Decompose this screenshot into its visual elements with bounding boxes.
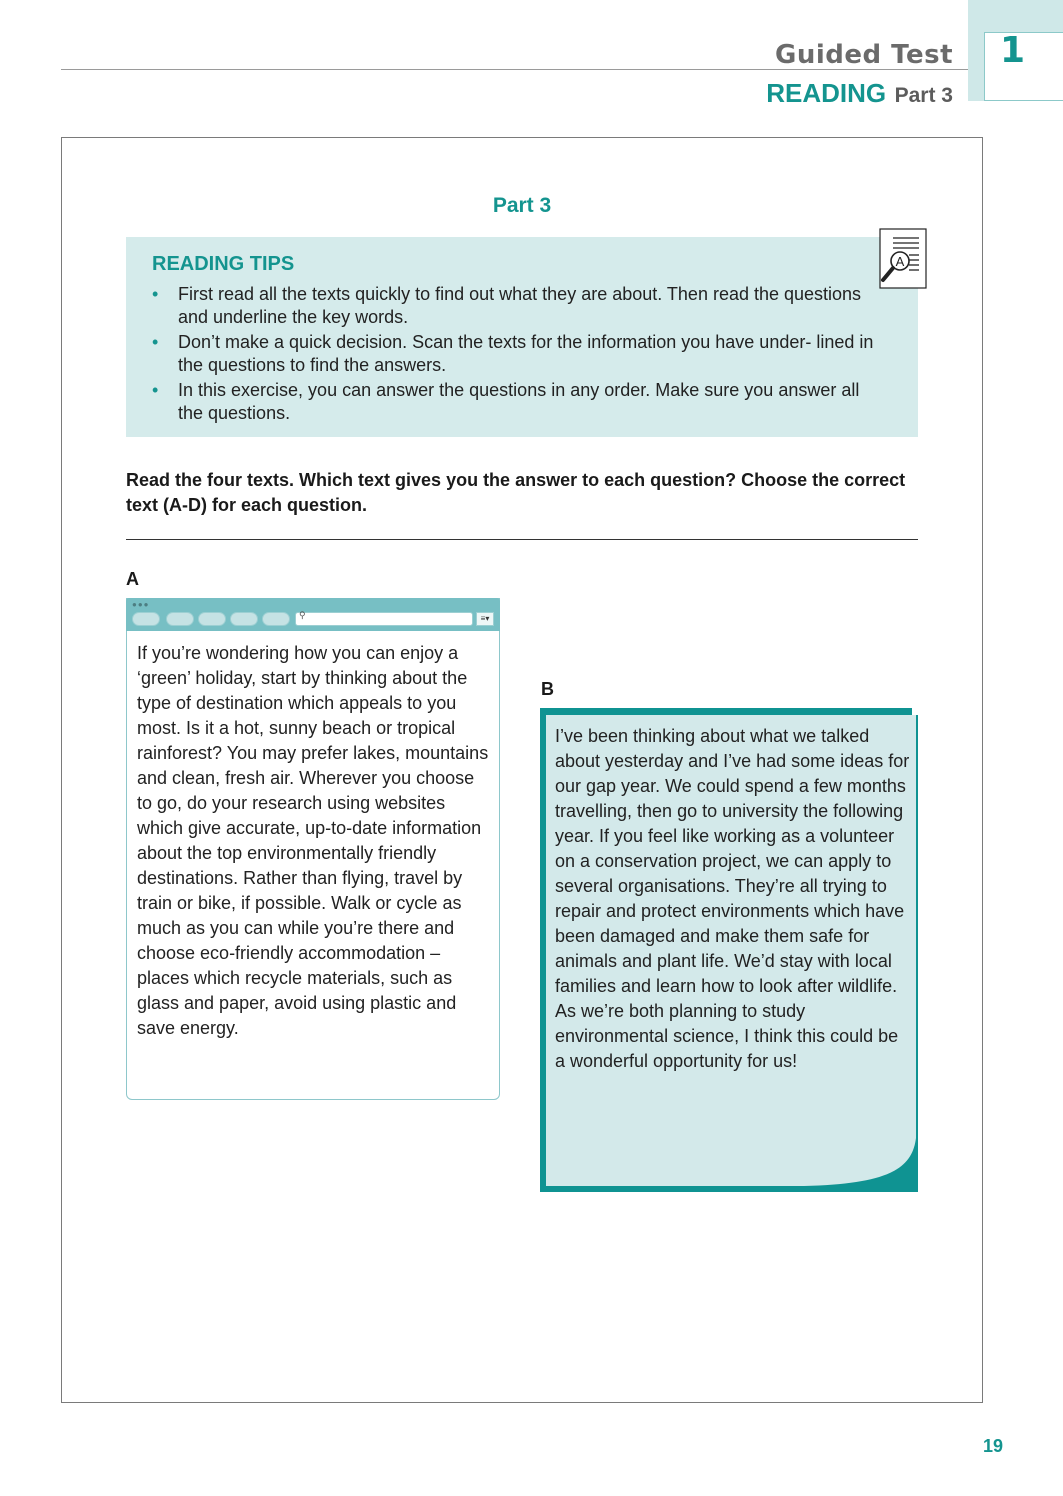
- unit-number: 1: [1000, 30, 1026, 71]
- browser-search-input[interactable]: [295, 612, 473, 626]
- header-title: Guided Test: [775, 40, 953, 70]
- tip-item: • First read all the texts quickly to find out what they are about. Then read the questions and underline the key words.: [152, 283, 882, 329]
- task-instruction: Read the four texts. Which text gives you the answer to each question? Choose the correct text (A-D) for each question.: [126, 470, 906, 515]
- text-a-label: A: [126, 569, 139, 589]
- header-part: Part 3: [894, 84, 953, 107]
- page-number: 19: [983, 1436, 1004, 1456]
- browser-menu-button[interactable]: ≡▾: [476, 612, 494, 626]
- email-button[interactable]: [198, 612, 226, 626]
- window-controls-icon: ●●●: [132, 600, 150, 609]
- reading-tips-box: [126, 237, 918, 437]
- header-section: READING: [766, 78, 887, 108]
- browser-toolbar: [126, 598, 500, 631]
- tip-item: • In this exercise, you can answer the questions in any order. Make sure you answer all the questions.: [152, 379, 882, 425]
- text-b-label: B: [541, 679, 554, 699]
- home-button[interactable]: [262, 612, 290, 626]
- instruction-rule: [126, 539, 918, 540]
- tips-icon-letter: A: [895, 254, 905, 269]
- header-subtitle: [766, 78, 953, 109]
- text-b-note: [540, 708, 918, 1192]
- text-a-body: If you’re wondering how you can enjoy a ‘green’ holiday, start by thinking about the type of destination which appeals to you most. Is it a hot, sunny beach or tropical rainforest? You may prefer lakes, mountains and clean, fresh air. Wherever you choose to go, do your research using websites which give accurate, up-to-date information about the top environmentally friendly destinations. Rather than flying, travel by train or bike, if possible. Walk or cycle as much as you can while you’re there and choose eco-friendly accommodation – places which recycle materials, such as glass and paper, avoid using plastic and save energy.: [137, 643, 489, 1038]
- search-icon: ⚲: [299, 610, 306, 620]
- forward-button[interactable]: [166, 612, 194, 626]
- alert-button[interactable]: [230, 612, 258, 626]
- magnifier-document-icon: [879, 228, 927, 289]
- tip-item: • Don’t make a quick decision. Scan the texts for the information you have under- lined in the questions to find the answers.: [152, 331, 882, 377]
- back-button[interactable]: [132, 612, 160, 626]
- text-b-body: I’ve been thinking about what we talked about yesterday and I’ve had some ideas for our gap year. We could spend a few months travelling, then go to university the following year. If you feel like working as a volunteer on a conservation project, we can apply to several organisations. They’re all trying to repair and protect environments which have been damaged and make them safe for animals and plant life. We’d stay with local families and learn how to look after wildlife. As we’re both planning to study environmental science, I think this could be a wonderful opportunity for us!: [555, 726, 910, 1071]
- reading-tips-list: [152, 283, 882, 427]
- part-heading: Part 3: [492, 194, 552, 217]
- text-a-webpage: [126, 598, 500, 1100]
- reading-tips-title: READING TIPS: [152, 253, 295, 275]
